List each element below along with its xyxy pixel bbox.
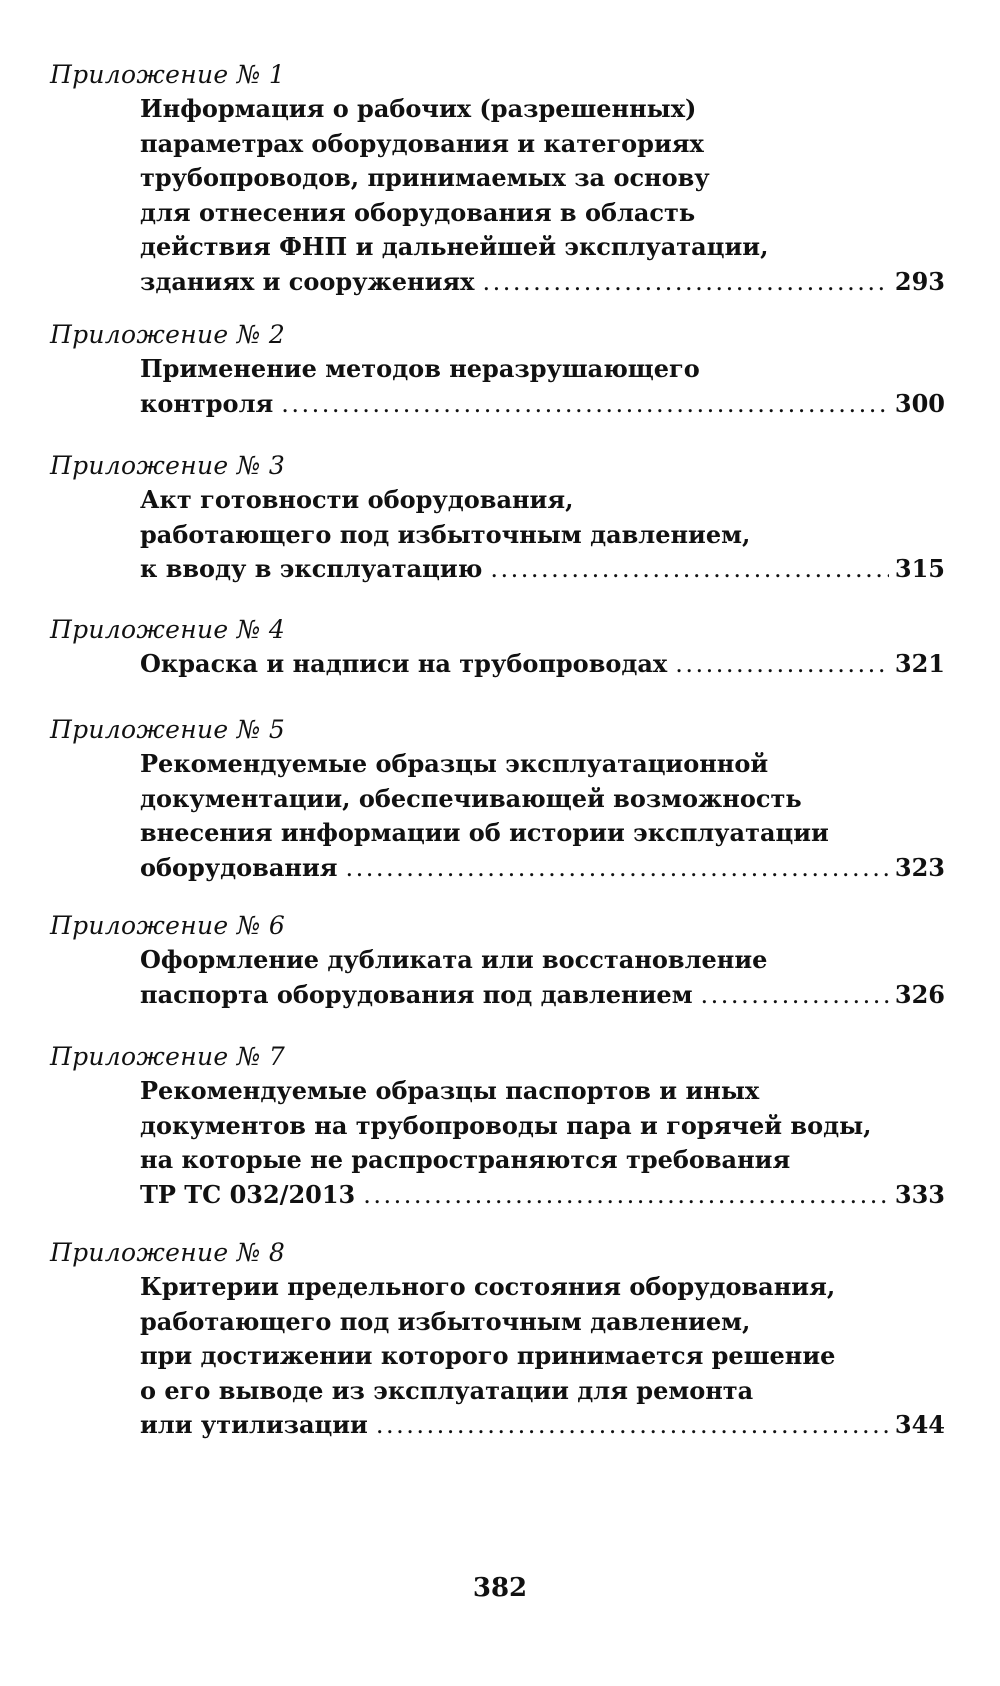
page-number: 382 bbox=[472, 1573, 528, 1603]
page-reference: 344 bbox=[894, 1410, 945, 1439]
toc-entry-appendix-8 bbox=[50, 1236, 950, 1443]
appendix-title bbox=[140, 92, 945, 299]
page-reference: 315 bbox=[894, 554, 945, 583]
toc-entry-appendix-1 bbox=[50, 58, 950, 299]
dot-leader bbox=[490, 552, 889, 587]
appendix-heading: Приложение № 1 bbox=[50, 60, 286, 89]
title-line: Окраска и надписи на трубопроводах bbox=[140, 649, 668, 678]
appendix-title bbox=[140, 747, 945, 885]
title-line: Акт готовности оборудования, bbox=[140, 485, 574, 514]
title-line: Оформление дубликата или восстановление bbox=[140, 945, 768, 974]
title-line: оборудования bbox=[140, 852, 338, 882]
title-line: зданиях и сооружениях bbox=[140, 266, 475, 296]
appendix-heading: Приложение № 8 bbox=[50, 1238, 286, 1267]
toc-entry-appendix-2 bbox=[50, 318, 950, 421]
title-line: Рекомендуемые образцы паспортов и иных bbox=[140, 1076, 760, 1105]
appendix-heading: Приложение № 2 bbox=[50, 320, 286, 349]
dot-leader bbox=[482, 265, 888, 300]
appendix-title bbox=[140, 647, 945, 682]
title-line: паспорта оборудования под давлением bbox=[140, 979, 693, 1009]
title-line: Применение методов неразрушающего bbox=[140, 354, 700, 383]
toc-entry-appendix-6 bbox=[50, 909, 950, 1012]
dot-leader bbox=[346, 851, 889, 886]
title-line: параметрах оборудования и категориях bbox=[140, 128, 704, 158]
dot-leader bbox=[376, 1408, 889, 1443]
title-last-line bbox=[140, 978, 945, 1013]
title-line: при достижении которого принимается решение bbox=[140, 1341, 836, 1370]
title-last-line bbox=[140, 1178, 945, 1213]
title-line: Информация о рабочих (разрешенных) bbox=[140, 94, 697, 123]
title-line: для отнесения оборудования в область bbox=[140, 197, 696, 227]
title-line: к вводу в эксплуатацию bbox=[140, 554, 483, 583]
title-line: на которые не распространяются требования bbox=[140, 1145, 791, 1174]
dot-leader bbox=[281, 387, 889, 422]
title-last-line bbox=[140, 647, 945, 682]
title-line: ТР ТС 032/2013 bbox=[140, 1179, 356, 1209]
page-reference: 293 bbox=[894, 266, 945, 296]
appendix-heading: Приложение № 7 bbox=[50, 1042, 286, 1071]
title-line: внесения информации об истории эксплуатации bbox=[140, 818, 829, 847]
appendix-title bbox=[140, 352, 945, 421]
title-last-line bbox=[140, 851, 945, 886]
appendix-title bbox=[140, 1270, 945, 1443]
appendix-heading: Приложение № 4 bbox=[50, 615, 286, 644]
dot-leader bbox=[363, 1178, 889, 1213]
title-last-line bbox=[140, 387, 945, 422]
page-reference: 333 bbox=[894, 1179, 945, 1209]
page-reference: 323 bbox=[894, 852, 945, 882]
title-line: или утилизации bbox=[140, 1410, 368, 1439]
toc-entry-appendix-3 bbox=[50, 449, 950, 587]
toc-entry-appendix-4 bbox=[50, 613, 950, 682]
title-last-line bbox=[140, 265, 945, 300]
page-reference: 321 bbox=[894, 649, 945, 678]
title-line: документации, обеспечивающей возможность bbox=[140, 783, 802, 813]
page-reference: 326 bbox=[894, 979, 945, 1009]
toc-entry-appendix-5 bbox=[50, 713, 950, 885]
title-line: контроля bbox=[140, 388, 274, 418]
appendix-title bbox=[140, 483, 945, 587]
title-line: Рекомендуемые образцы эксплуатационной bbox=[140, 749, 769, 778]
appendix-heading: Приложение № 5 bbox=[50, 715, 286, 744]
toc-entry-appendix-7 bbox=[50, 1040, 950, 1212]
appendix-heading: Приложение № 3 bbox=[50, 451, 286, 480]
title-last-line bbox=[140, 1408, 945, 1443]
title-line: трубопроводов, принимаемых за основу bbox=[140, 163, 710, 192]
title-last-line bbox=[140, 552, 945, 587]
appendix-title bbox=[140, 1074, 945, 1212]
page-reference: 300 bbox=[894, 388, 945, 418]
appendix-title bbox=[140, 943, 945, 1012]
title-line: документов на трубопроводы пара и горячей воды, bbox=[140, 1110, 872, 1140]
title-line: действия ФНП и дальнейшей эксплуатации, bbox=[140, 232, 769, 261]
title-line: работающего под избыточным давлением, bbox=[140, 519, 751, 549]
title-line: работающего под избыточным давлением, bbox=[140, 1306, 751, 1336]
title-line: Критерии предельного состояния оборудования, bbox=[140, 1272, 836, 1301]
dot-leader bbox=[701, 978, 889, 1013]
title-line: о его выводе из эксплуатации для ремонта bbox=[140, 1375, 754, 1405]
appendix-heading: Приложение № 6 bbox=[50, 911, 286, 940]
dot-leader bbox=[675, 647, 889, 682]
